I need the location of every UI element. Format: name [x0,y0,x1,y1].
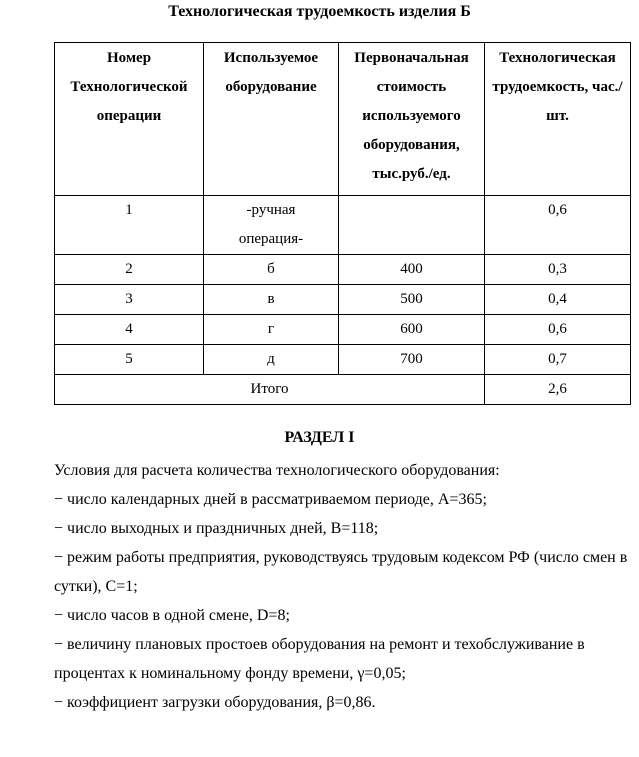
cell-operation-number: 3 [55,285,204,315]
conditions-intro: Условия для расчета количества технологического оборудования: [54,462,500,479]
table-row [55,285,631,315]
cell-cost: 700 [339,345,485,375]
condition-item: − режим работы предприятия, руководствуясь трудовым кодексом РФ (число смен в сутки), С=1; [54,549,628,595]
table-header-row [55,43,631,196]
header-operation-number: Номер Технологической операции [55,43,204,196]
cell-labor: 0,4 [485,285,631,315]
cell-cost [339,196,485,255]
cell-operation-number: 1 [55,196,204,255]
condition-item: − число выходных и праздничных дней, В=118; [54,520,379,537]
cell-labor: 0,7 [485,345,631,375]
condition-item: − число часов в одной смене, D=8; [54,607,290,624]
document-title: Технологическая трудоемкость изделия Б [168,3,471,20]
cell-operation-number: 4 [55,315,204,345]
cell-labor: 0,6 [485,196,631,255]
cell-equipment: д [204,345,339,375]
table-row [55,345,631,375]
header-initial-cost: Первоначальная стоимость используемого оборудования, тыс.руб./ед. [339,43,485,196]
conditions-list [54,456,630,717]
total-value: 2,6 [485,375,631,405]
condition-item: − величину плановых простоев оборудования на ремонт и техобслуживание в процентах к номинальному фонду времени, γ=0,05; [54,636,585,682]
labor-table [54,42,631,405]
cell-equipment: -ручная операция- [204,196,339,255]
cell-cost: 600 [339,315,485,345]
cell-labor: 0,3 [485,255,631,285]
total-label: Итого [55,375,485,405]
cell-equipment: в [204,285,339,315]
cell-equipment: г [204,315,339,345]
table-total-row [55,375,631,405]
table-row [55,315,631,345]
cell-cost: 500 [339,285,485,315]
condition-item: − число календарных дней в рассматриваемом периоде, А=365; [54,491,487,508]
cell-labor: 0,6 [485,315,631,345]
header-equipment: Используемое оборудование [204,43,339,196]
cell-operation-number: 2 [55,255,204,285]
cell-cost: 400 [339,255,485,285]
section-title: РАЗДЕЛ I [284,429,355,446]
cell-equipment: б [204,255,339,285]
condition-item: − коэффициент загрузки оборудования, β=0,86. [54,694,376,711]
table-row [55,255,631,285]
table-row [55,196,631,255]
header-labor-intensity: Технологическая трудоемкость, час./шт. [485,43,631,196]
cell-operation-number: 5 [55,345,204,375]
